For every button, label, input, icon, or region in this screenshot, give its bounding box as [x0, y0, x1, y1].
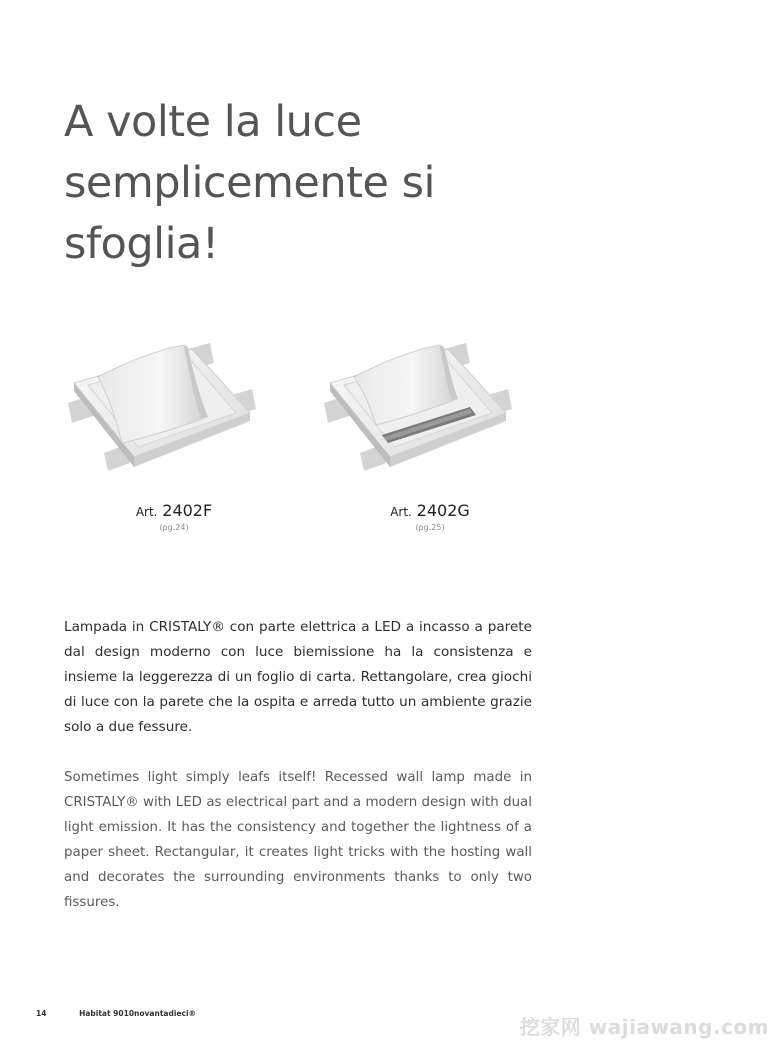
site-watermark: 挖家网 wajiawang.com	[519, 1015, 769, 1039]
page-reference: (pg.24)	[159, 523, 189, 532]
recessed-wall-lamp-curved-sheet-with-slot-icon	[320, 335, 540, 495]
product-image-2402G	[320, 335, 540, 495]
article-code: 2402F	[162, 501, 213, 520]
page-reference: (pg.25)	[415, 523, 445, 532]
article-prefix: Art.	[135, 505, 158, 519]
product-caption-2402F	[64, 502, 284, 534]
footer-brand: Habitat 9010novantadieci®	[79, 1009, 197, 1018]
page-footer	[36, 1009, 196, 1018]
headline-line-3: sfoglia!	[64, 219, 219, 269]
description-italian: Lampada in CRISTALY® con parte elettrica a LED a incasso a parete dal design moderno con luce biemissione ha la consistenza e insieme la leggerezza di un foglio di carta. Rettangolare, crea giochi di luce con la parete che la ospita e arreda tutto un ambiente grazie solo a due fessure.	[64, 619, 532, 735]
description-english: Sometimes light simply leafs itself! Recessed wall lamp made in CRISTALY® with LED as electrical part and a modern design with dual light emission. It has the consistency and together the lightness of a paper sheet. Rectangular, it creates light tricks with the hosting wall and decorates the surrounding environments thanks to only two fissures.	[64, 770, 532, 910]
article-label	[320, 502, 540, 521]
headline-line-2: semplicemente si	[64, 158, 435, 208]
article-label	[64, 502, 284, 521]
recessed-wall-lamp-curved-sheet-icon	[64, 335, 284, 495]
headline-line-1: A volte la luce	[64, 97, 362, 147]
article-prefix: Art.	[390, 505, 412, 519]
page-number: 14	[36, 1009, 47, 1018]
product-image-2402F	[64, 335, 284, 495]
article-code: 2402G	[416, 501, 470, 520]
product-caption-2402G	[320, 502, 540, 534]
page-headline	[64, 92, 584, 275]
